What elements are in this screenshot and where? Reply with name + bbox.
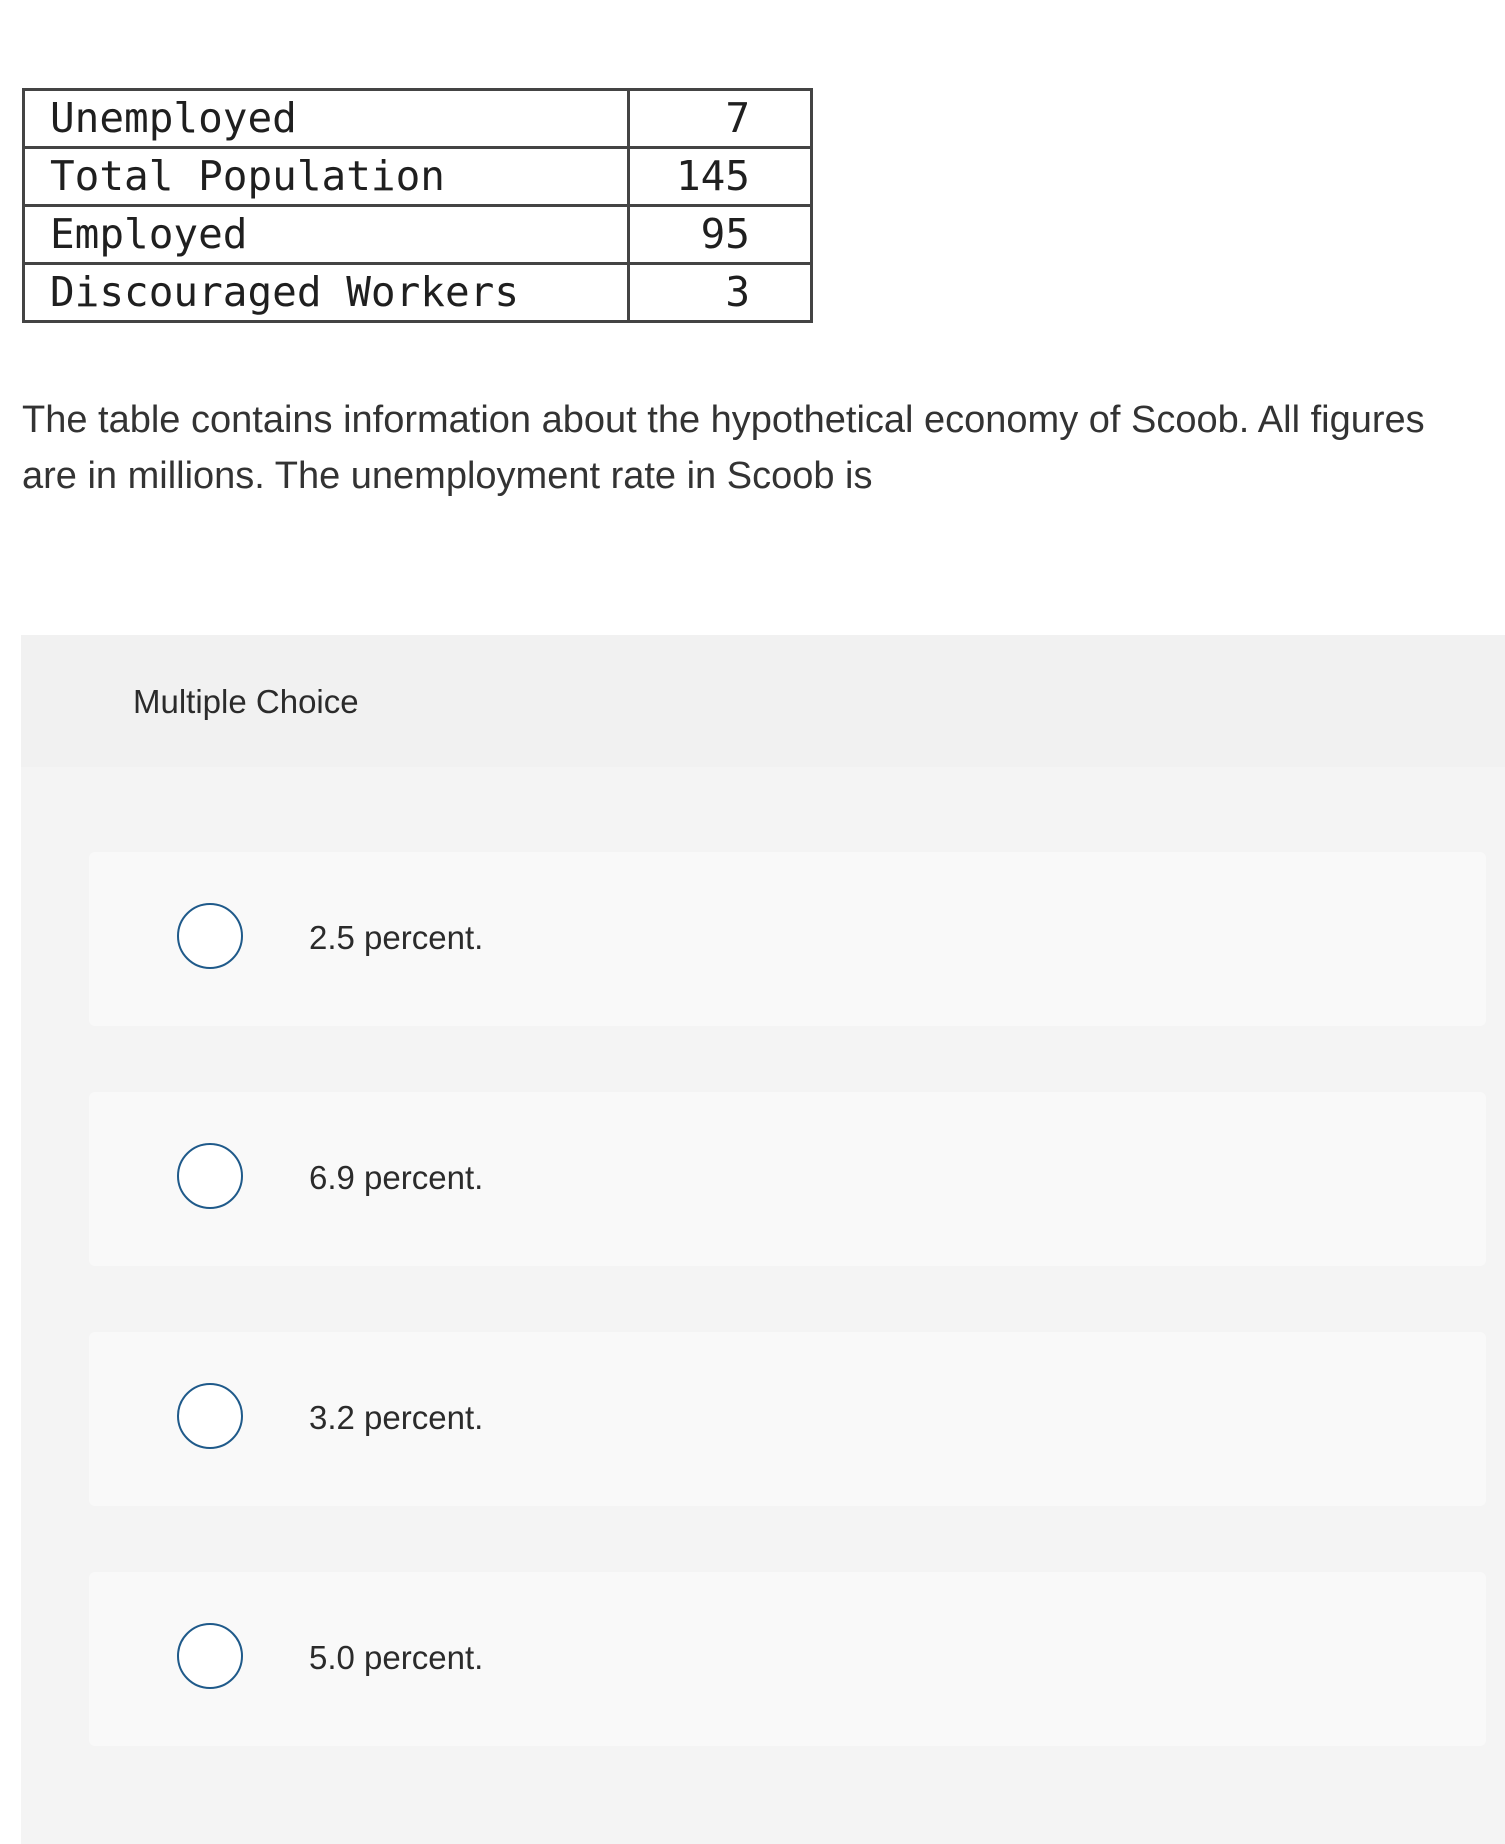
table-row xyxy=(24,206,812,264)
question-text: The table contains information about the hypothetical economy of Scoob. All figures are in millions. The unemployment rate in Scoob is xyxy=(22,399,1425,497)
multiple-choice-title: Multiple Choice xyxy=(133,683,359,720)
economy-data-table xyxy=(22,88,813,323)
row-label: Employed xyxy=(24,206,629,264)
row-label: Discouraged Workers xyxy=(24,264,629,322)
multiple-choice-header xyxy=(21,635,1505,767)
choice-option-1[interactable] xyxy=(89,852,1486,1026)
choice-label: 6.9 percent. xyxy=(309,1159,484,1196)
row-label: Total Population xyxy=(24,148,629,206)
table-row xyxy=(24,264,812,322)
radio-button[interactable] xyxy=(177,1383,243,1449)
choice-option-3[interactable] xyxy=(89,1332,1486,1506)
row-label: Unemployed xyxy=(24,90,629,148)
choice-label: 2.5 percent. xyxy=(309,919,484,956)
row-value: 95 xyxy=(629,206,812,264)
table-row xyxy=(24,148,812,206)
choice-option-2[interactable] xyxy=(89,1092,1486,1266)
radio-button[interactable] xyxy=(177,1143,243,1209)
row-value: 3 xyxy=(629,264,812,322)
radio-button[interactable] xyxy=(177,903,243,969)
row-value: 145 xyxy=(629,148,812,206)
choice-label: 3.2 percent. xyxy=(309,1399,484,1436)
multiple-choice-panel xyxy=(21,635,1505,1844)
radio-button[interactable] xyxy=(177,1623,243,1689)
row-value: 7 xyxy=(629,90,812,148)
choice-label: 5.0 percent. xyxy=(309,1639,484,1676)
table-row xyxy=(24,90,812,148)
choice-option-4[interactable] xyxy=(89,1572,1486,1746)
